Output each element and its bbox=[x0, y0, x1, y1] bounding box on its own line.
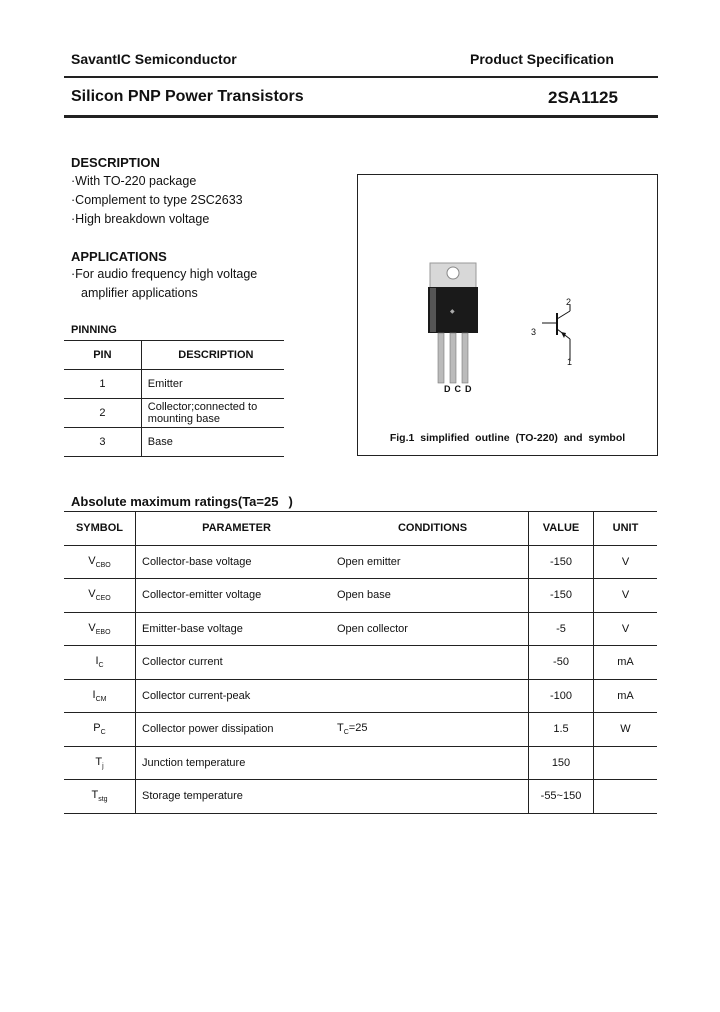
pin-description: Base bbox=[147, 436, 173, 448]
unit-cell: V bbox=[621, 622, 630, 635]
table-header-row bbox=[64, 341, 284, 370]
figure-box bbox=[357, 174, 658, 456]
parameter-cell: Junction temperature bbox=[142, 756, 246, 769]
conditions-cell: Open base bbox=[337, 589, 391, 602]
description-title: DESCRIPTION bbox=[71, 155, 160, 170]
table-row bbox=[64, 370, 284, 399]
to220-outline-illustration bbox=[358, 175, 657, 455]
ratings-title bbox=[71, 494, 293, 509]
svg-text:◆: ◆ bbox=[450, 309, 455, 315]
pin-number: 2 bbox=[64, 399, 141, 428]
conditions-cell: Open collector bbox=[337, 622, 408, 635]
symbol-cell: $T_j$ bbox=[64, 746, 136, 780]
symbol-cell: $I_{CM}$ bbox=[64, 679, 136, 713]
pinning-table bbox=[64, 340, 284, 457]
pinning-title: PINNING bbox=[71, 324, 117, 336]
applications-list bbox=[71, 265, 257, 303]
unit-header: UNIT bbox=[612, 522, 639, 535]
value-cell: -5 bbox=[529, 612, 594, 646]
value-cell: 1.5 bbox=[529, 713, 594, 747]
parameter-cell: Collector current-peak bbox=[142, 689, 251, 702]
application-line: amplifier applications bbox=[81, 286, 198, 300]
table-row bbox=[64, 746, 657, 780]
figure-caption: Fig.1 simplified outline (TO-220) and symbol bbox=[389, 432, 626, 444]
applications-title: APPLICATIONS bbox=[71, 249, 167, 264]
conditions-cell: $T_C=25$ bbox=[337, 722, 368, 737]
symbol-label-emitter: 1 bbox=[567, 357, 573, 367]
unit-cell: V bbox=[621, 589, 630, 602]
value-cell: 150 bbox=[529, 746, 594, 780]
ratings-table bbox=[64, 511, 657, 814]
table-row bbox=[64, 679, 657, 713]
pin-letter: C bbox=[454, 384, 465, 394]
pin-number: 1 bbox=[64, 370, 141, 399]
description-item: ·High breakdown voltage bbox=[71, 212, 210, 226]
parameter-header: PARAMETER bbox=[202, 522, 271, 535]
description-header: DESCRIPTION bbox=[178, 349, 254, 361]
unit-cell bbox=[594, 746, 658, 780]
table-row bbox=[64, 428, 284, 457]
conditions-header: CONDITIONS bbox=[397, 522, 468, 535]
unit-cell: mA bbox=[617, 689, 634, 702]
value-header: VALUE bbox=[529, 512, 594, 546]
pin-number: 3 bbox=[64, 428, 141, 457]
parameter-cell: Collector-emitter voltage bbox=[142, 589, 262, 602]
header-rule-bottom bbox=[64, 115, 658, 118]
description-item: ·With TO-220 package bbox=[71, 174, 197, 188]
pin-description: Collector;connected to mounting base bbox=[147, 401, 258, 425]
parameter-cell: Collector-base voltage bbox=[142, 555, 252, 568]
conditions-cell: Open emitter bbox=[337, 555, 401, 568]
table-row bbox=[64, 545, 657, 579]
table-row bbox=[64, 780, 657, 814]
doc-type: Product Specification bbox=[470, 51, 614, 67]
pin-description: Emitter bbox=[147, 378, 183, 390]
symbol-cell: $I_C$ bbox=[64, 646, 136, 680]
symbol-cell: $P_C$ bbox=[64, 713, 136, 747]
header-rule-top bbox=[64, 76, 658, 78]
symbol-label-base: 3 bbox=[531, 327, 537, 337]
unit-cell bbox=[594, 780, 658, 814]
company-name: SavantIC Semiconductor bbox=[71, 51, 237, 67]
symbol-label-collector: 2 bbox=[566, 297, 572, 307]
table-row bbox=[64, 579, 657, 613]
parameter-cell: Storage temperature bbox=[142, 790, 243, 803]
table-row bbox=[64, 612, 657, 646]
ratings-title-text: Absolute maximum ratings(Ta=25 bbox=[71, 494, 279, 509]
unit-cell: V bbox=[621, 555, 630, 568]
conditions-cell bbox=[337, 780, 529, 814]
value-cell: -150 bbox=[529, 545, 594, 579]
conditions-cell bbox=[337, 646, 529, 680]
symbol-cell: $T_{stg}$ bbox=[64, 780, 136, 814]
unit-cell: W bbox=[620, 723, 631, 736]
symbol-cell: $V_{CBO}$ bbox=[64, 545, 136, 579]
unit-cell: mA bbox=[617, 656, 634, 669]
description-item: ·Complement to type 2SC2633 bbox=[71, 193, 243, 207]
symbol-header: SYMBOL bbox=[64, 512, 136, 546]
ratings-title-tail: ) bbox=[288, 494, 293, 509]
application-line: ·For audio frequency high voltage bbox=[71, 267, 258, 281]
product-line: Silicon PNP Power Transistors bbox=[71, 88, 304, 105]
symbol-cell: $V_{EBO}$ bbox=[64, 612, 136, 646]
description-list bbox=[71, 172, 243, 229]
value-cell: -150 bbox=[529, 579, 594, 613]
pin-header: PIN bbox=[64, 341, 141, 370]
conditions-cell bbox=[337, 746, 529, 780]
value-cell: -55~150 bbox=[529, 780, 594, 814]
pin-letter: D bbox=[444, 384, 455, 394]
parameter-cell: Collector current bbox=[142, 656, 223, 669]
part-number: 2SA1125 bbox=[548, 88, 618, 107]
parameter-cell: Emitter-base voltage bbox=[142, 622, 243, 635]
parameter-cell: Collector power dissipation bbox=[142, 723, 274, 736]
value-cell: -100 bbox=[529, 679, 594, 713]
table-row bbox=[64, 713, 657, 747]
pin-letter: D bbox=[465, 384, 476, 394]
value-cell: -50 bbox=[529, 646, 594, 680]
table-row bbox=[64, 646, 657, 680]
pin-letters bbox=[444, 384, 476, 394]
table-header-row bbox=[64, 512, 657, 546]
symbol-cell: $V_{CEO}$ bbox=[64, 579, 136, 613]
table-row bbox=[64, 399, 284, 428]
conditions-cell bbox=[337, 679, 529, 713]
